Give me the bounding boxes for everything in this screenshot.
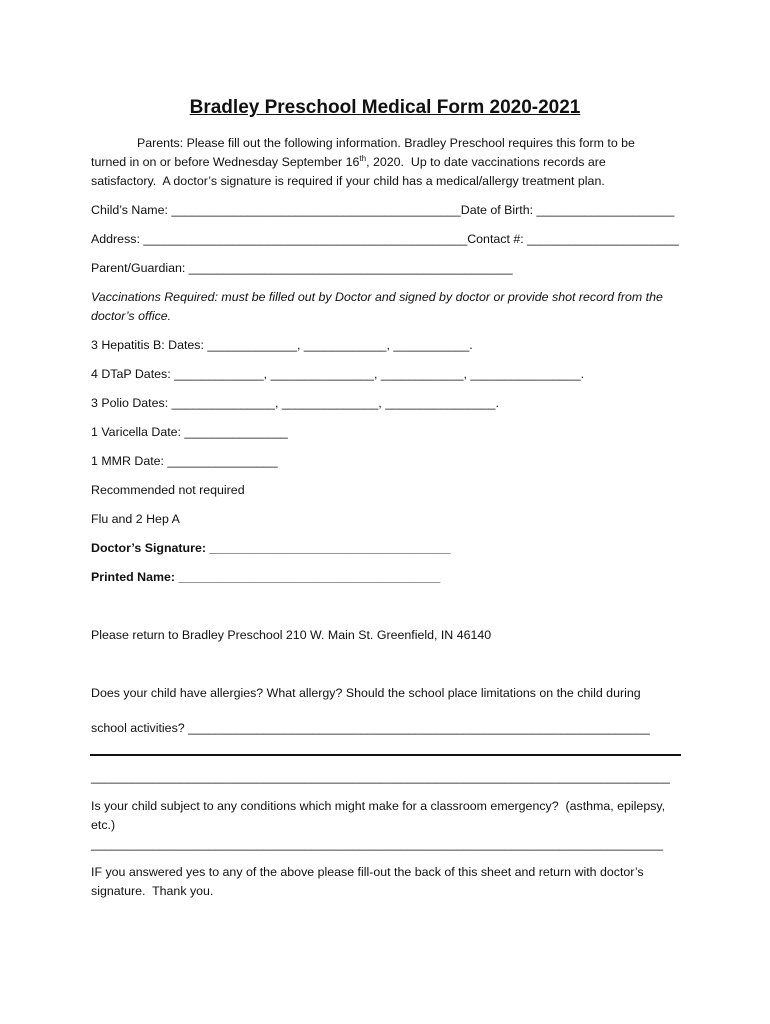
hepatitis-b-dates-field[interactable]: 3 Hepatitis B: Dates: _____________, ____________, ___________.: [91, 338, 473, 352]
vaccination-note-line-1: Vaccinations Required: must be filled out by Doctor and signed by doctor or provide shot record from the: [91, 290, 663, 304]
recommended-heading: Recommended not required: [91, 483, 245, 497]
polio-dates-field[interactable]: 3 Polio Dates: _______________, ______________, ________________.: [91, 396, 499, 410]
flu-hep-a-text: Flu and 2 Hep A: [91, 512, 180, 526]
vaccination-note-line-2: doctor’s office.: [91, 309, 172, 323]
intro-line-2-b: , 2020. Up to date vaccinations records are: [366, 155, 606, 169]
dtap-dates-field[interactable]: 4 DTaP Dates: _____________, _______________, ____________, ________________.: [91, 367, 585, 381]
printed-name-field[interactable]: Printed Name: ______________________________________: [91, 570, 441, 584]
return-address: Please return to Bradley Preschool 210 W. Main St. Greenfield, IN 46140: [91, 628, 492, 642]
closing-line-2: signature. Thank you.: [91, 884, 214, 898]
doctor-signature-field[interactable]: Doctor’s Signature: ___________________________________: [91, 541, 451, 555]
intro-line-2-sup: th: [359, 153, 367, 163]
address-field[interactable]: Address: _______________________________________________Contact #: ______________________: [91, 232, 679, 246]
allergies-question: Does your child have allergies? What allergy? Should the school place limitations on the child during: [91, 686, 641, 700]
parent-guardian-field[interactable]: Parent/Guardian: _______________________________________________: [91, 261, 513, 275]
mmr-date-field[interactable]: 1 MMR Date: ________________: [91, 454, 278, 468]
intro-line-1: Parents: Please fill out the following information. Bradley Preschool requires this form to be: [137, 136, 635, 150]
intro-line-2: [91, 154, 606, 170]
child-name-field[interactable]: Child’s Name: __________________________________________Date of Birth: ____________________: [91, 203, 675, 217]
conditions-etc: etc.): [91, 818, 116, 832]
closing-line-1: IF you answered yes to any of the above please fill-out the back of this sheet and return with doctor’s: [91, 865, 644, 879]
conditions-question: Is your child subject to any conditions which might make for a classroom emergency? (asthma, epilepsy,: [91, 799, 666, 813]
school-activities-field[interactable]: school activities? ___________________________________________________________________: [91, 721, 650, 735]
form-title: Bradley Preschool Medical Form 2020-2021: [189, 97, 581, 118]
divider-rule: [90, 754, 681, 756]
conditions-answer-field[interactable]: ___________________________________________________________________________________: [91, 837, 663, 851]
intro-line-2-a: turned in on or before Wednesday September 16: [91, 155, 360, 169]
allergies-extra-line[interactable]: ____________________________________________________________________________________: [91, 770, 670, 784]
varicella-date-field[interactable]: 1 Varicella Date: _______________: [91, 425, 288, 439]
intro-line-3: satisfactory. A doctor’s signature is required if your child has a medical/allergy treatment plan.: [91, 174, 605, 188]
